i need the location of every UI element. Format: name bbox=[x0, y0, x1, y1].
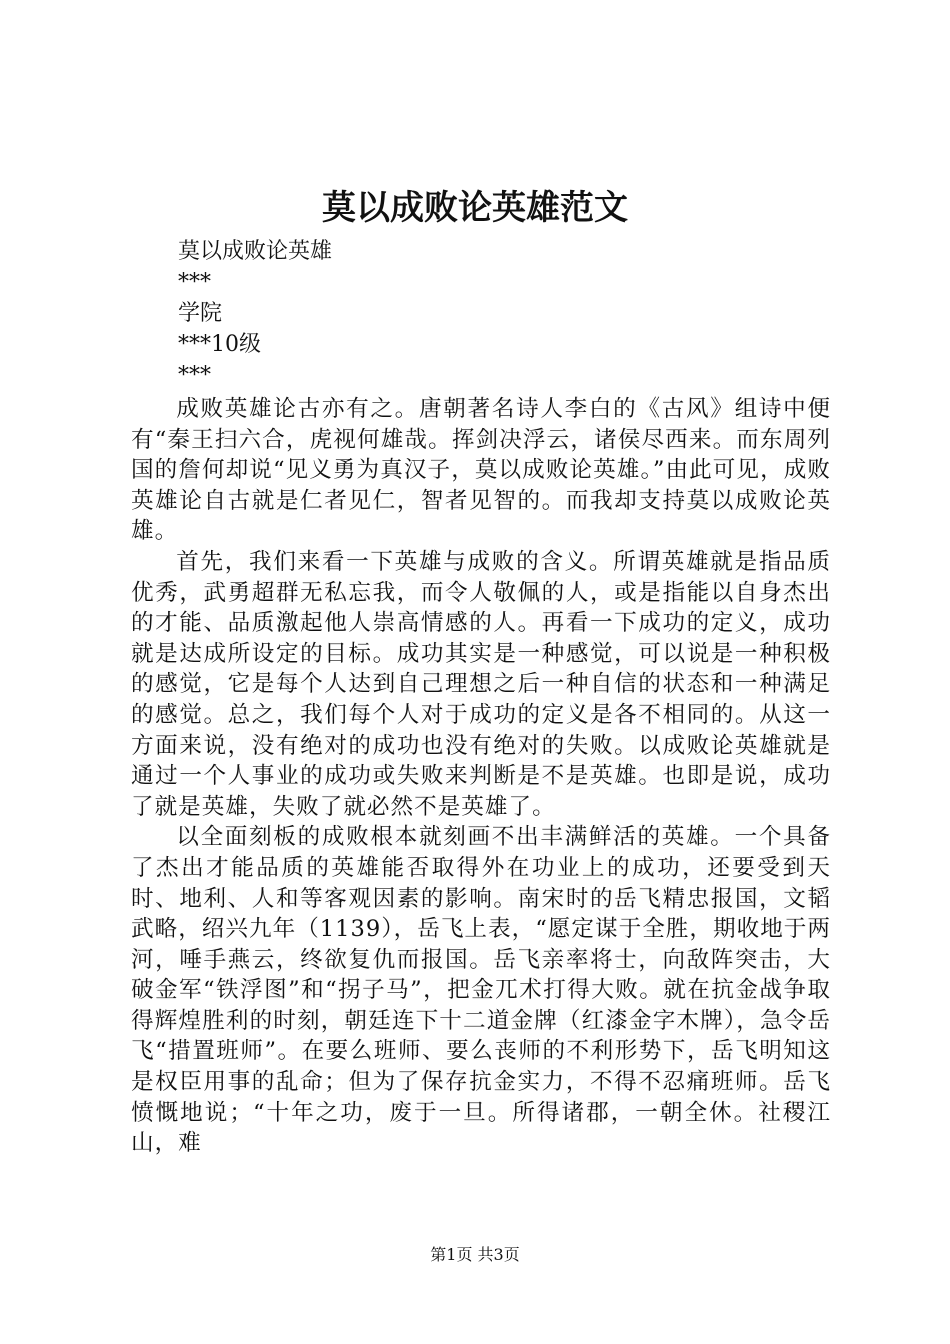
body-paragraph: 成败英雄论古亦有之。唐朝著名诗人李白的《古风》组诗中便有“秦王扫六合，虎视何雄哉。挥剑决浮云，诸侯尽西来。而东周列国的詹何却说“见义勇为真汉子，莫以成败论英雄。”由此可见，成败英雄论自古就是仁者见仁，智者见智的。而我却支持莫以成败论英雄。 bbox=[131, 396, 831, 545]
class-line: ***10级 bbox=[178, 332, 261, 357]
body-paragraph: 以全面刻板的成败根本就刻画不出丰满鲜活的英雄。一个具备了杰出才能品质的英雄能否取得外在功业上的成功，还要受到天时、地利、人和等客观因素的影响。南宋时的岳飞精忠报国，文韬武略，绍兴九年（1139），岳飞上表，“愿定谋于全胜，期收地于两河，唾手燕云，终欲复仇而报国。岳飞亲率将士，向敌阵突击，大破金军“铁浮图”和“拐子马”，把金兀术打得大败。就在抗金战争取得辉煌胜利的时刻，朝廷连下十二道金牌（红漆金字木牌），急令岳飞“措置班师”。在要么班师、要么丧师的不利形势下，岳飞明知这是权臣用事的乱命；但为了保存抗金实力，不得不忍痛班师。岳飞愤慨地说；“十年之功，废于一旦。所得诸郡，一朝全休。社稷江山，难 bbox=[131, 824, 831, 1157]
document-title: 莫以成败论英雄范文 bbox=[322, 188, 628, 228]
college-line: 学院 bbox=[178, 301, 223, 326]
student-id-line: *** bbox=[178, 363, 211, 388]
author-name-line: *** bbox=[178, 270, 211, 295]
page-footer: 第1页 共3页 bbox=[430, 1245, 520, 1264]
document-body bbox=[131, 394, 831, 1159]
essay-title-line: 莫以成败论英雄 bbox=[178, 239, 333, 264]
body-paragraph: 首先，我们来看一下英雄与成败的含义。所谓英雄就是指品质优秀，武勇超群无私忘我，而令人敬佩的人，或是指能以自身杰出的才能、品质激起他人崇高情感的人。再看一下成功的定义，成功就是达成所设定的目标。成功其实是一种感觉，可以说是一种积极的感觉，它是每个人达到自己理想之后一种自信的状态和一种满足的感觉。总之，我们每个人对于成功的定义是各不相同的。从这一方面来说，没有绝对的成功也没有绝对的失败。以成败论英雄就是通过一个人事业的成功或失败来判断是不是英雄。也即是说，成功了就是英雄，失败了就必然不是英雄了。 bbox=[131, 548, 831, 820]
